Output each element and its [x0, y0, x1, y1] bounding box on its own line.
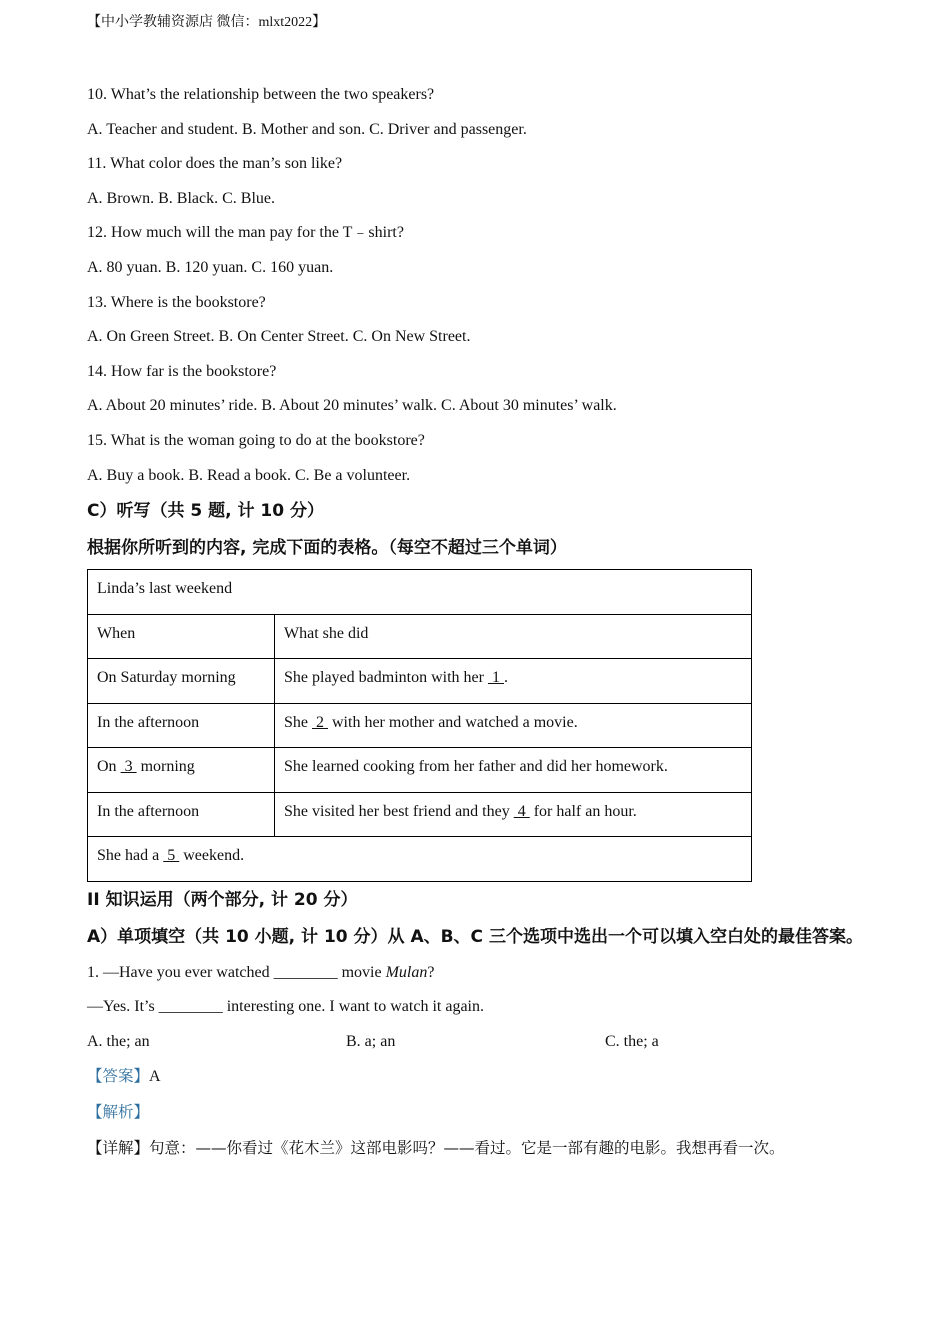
table-cell: She learned cooking from her father and did her homework.	[275, 748, 752, 793]
cell-text: for half an hour.	[529, 802, 637, 820]
section-c-title: C）听写（共 5 题, 计 10 分）	[87, 501, 325, 522]
cell-text: morning	[136, 758, 195, 776]
options-11: A. Brown. B. Black. C. Blue.	[87, 189, 275, 207]
options-10: A. Teacher and student. B. Mother and son. C. Driver and passenger.	[87, 120, 527, 138]
table-row	[88, 748, 752, 793]
q1-text: 1. —Have you ever watched ________ movie	[87, 963, 386, 981]
cell-text: On	[97, 758, 121, 776]
question-12: 12. How much will the man pay for the T﹣shirt?	[87, 224, 404, 242]
table-row	[88, 614, 752, 659]
options-15: A. Buy a book. B. Read a book. C. Be a volunteer.	[87, 466, 411, 484]
option-c: C. the; a	[605, 1032, 659, 1050]
answer-line	[87, 1059, 877, 1095]
blank-1: 1	[487, 669, 504, 687]
analysis-tag: 【解析】	[87, 1103, 150, 1121]
cell-text: She played badminton with her	[284, 669, 488, 687]
answer-tag: 【答案】	[87, 1067, 150, 1086]
blank-5: 5	[163, 847, 180, 865]
table-cell: In the afternoon	[88, 792, 275, 837]
table-row	[88, 792, 752, 837]
analysis-line	[87, 1095, 877, 1131]
detail-line	[87, 1131, 877, 1166]
table-head-when: When	[88, 614, 275, 659]
question-11: 11. What color does the man’s son like?	[87, 155, 343, 173]
options-13: A. On Green Street. B. On Center Street. C. On New Street.	[87, 328, 471, 346]
cell-text: She	[284, 713, 312, 731]
detail-text: 句意：——你看过《花木兰》这部电影吗？——看过。它是一部有趣的电影。我想再看一次。	[149, 1138, 785, 1157]
table-head-what: What she did	[275, 614, 752, 659]
document-body	[87, 78, 877, 1165]
cell-text: .	[503, 669, 508, 687]
option-a: A. the; an	[87, 1032, 150, 1050]
cell-text: with her mother and watched a movie.	[328, 713, 578, 731]
question-14: 14. How far is the bookstore?	[87, 362, 277, 380]
options-12: A. 80 yuan. B. 120 yuan. C. 160 yuan.	[87, 258, 334, 276]
part-2-title: II 知识运用（两个部分, 计 20 分）	[87, 889, 358, 910]
question-10: 10. What’s the relationship between the two speakers?	[87, 86, 435, 103]
table-summary	[88, 837, 752, 882]
cell-text: She visited her best friend and they	[284, 802, 514, 820]
q1-options	[87, 1025, 877, 1060]
blank-4: 4	[513, 802, 530, 820]
section-c-instruction: 根据你所听到的内容, 完成下面的表格。（每空不超过三个单词）	[87, 538, 567, 559]
q1-line-2: —Yes. It’s ________ interesting one. I want to watch it again.	[87, 998, 484, 1016]
table-cell: On Saturday morning	[88, 659, 275, 704]
cell-text: She had a	[97, 847, 164, 865]
table-row	[88, 659, 752, 704]
blank-2: 2	[312, 713, 328, 731]
table-row	[88, 837, 752, 882]
answer-value: A	[149, 1068, 161, 1086]
page-header: 【中小学教辅资源店 微信：mlxt2022】	[87, 15, 327, 30]
question-15: 15. What is the woman going to do at the bookstore?	[87, 431, 425, 449]
detail-tag: 【详解】	[87, 1138, 150, 1157]
table-cell	[275, 703, 752, 748]
question-13: 13. Where is the bookstore?	[87, 293, 266, 311]
dictation-table	[87, 569, 752, 882]
table-cell	[275, 792, 752, 837]
q1-line-1	[87, 956, 877, 991]
option-b: B. a; an	[346, 1032, 396, 1050]
cell-text: weekend.	[179, 847, 245, 865]
table-title: Linda’s last weekend	[88, 570, 752, 615]
blank-3: 3	[120, 758, 137, 776]
q1-text: ?	[427, 963, 435, 981]
part-2-sub-a: A）单项填空（共 10 小题, 计 10 分）从 A、B、C 三个选项中选出一个可以填入空白处的最佳答案。	[87, 926, 863, 947]
movie-title: Mulan	[385, 963, 428, 981]
table-cell	[88, 748, 275, 793]
table-cell: In the afternoon	[88, 703, 275, 748]
options-14: A. About 20 minutes’ ride. B. About 20 minutes’ walk. C. About 30 minutes’ walk.	[87, 397, 617, 415]
table-cell	[275, 659, 752, 704]
table-row	[88, 703, 752, 748]
table-row	[88, 570, 752, 615]
